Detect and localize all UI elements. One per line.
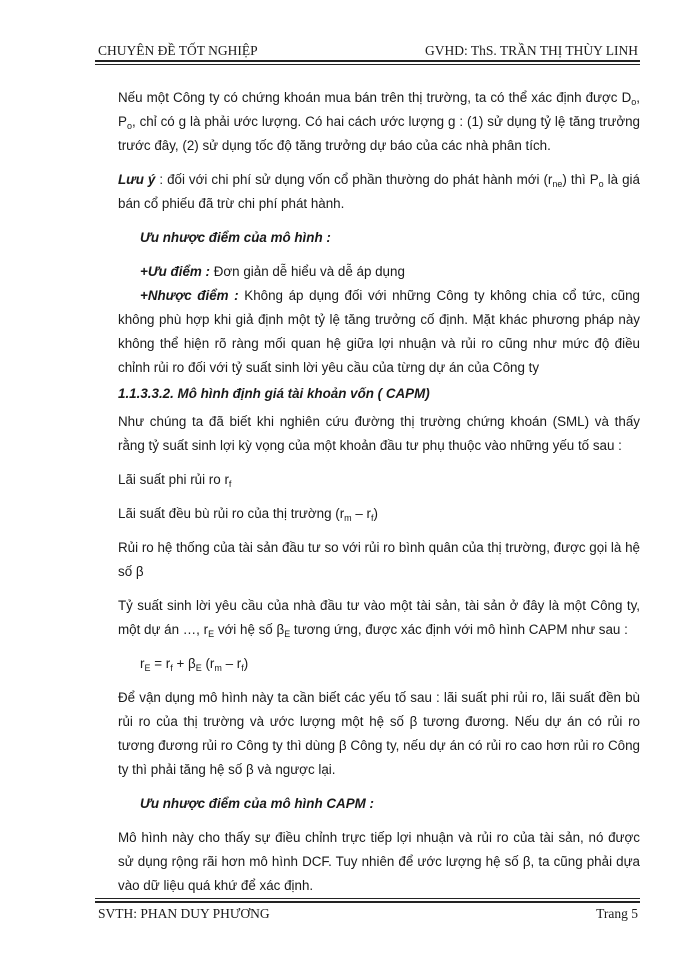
page-body <box>118 86 640 898</box>
factor-systematic-risk: Rủi ro hệ thống của tài sản đầu tư so với rủi ro bình quân của thị trường, được gọi là hệ số β <box>118 540 640 579</box>
page-number: Trang 5 <box>596 906 638 921</box>
paragraph-capm-evaluation: Mô hình này cho thấy sự điều chỉnh trực tiếp lợi nhuận và rủi ro của tài sản, nó được sử dụng rộng rãi hơn mô hình DCF. Tuy nhiên để ước lượng hệ số β, ta cũng phải dựa vào dữ liệu quá khứ để xác định. <box>118 830 640 893</box>
advantage-line: +Ưu điểm : Đơn giản dễ hiểu và dễ áp dụng <box>140 264 405 279</box>
section-title: 1.1.3.3.2. Mô hình định giá tài khoản vốn ( CAPM) <box>118 386 430 401</box>
paragraph-sml: Như chúng ta đã biết khi nghiên cứu đường thị trường chứng khoán (SML) và thấy rằng tỷ suất sinh lợi kỳ vọng của một khoản đầu tư phụ thuộc vào những yếu tố sau : <box>118 414 640 453</box>
header-rule-thin <box>95 64 640 65</box>
factor-market-premium: Lãi suất đều bù rủi ro của thị trường $(r_m - r_f)$ <box>118 506 379 523</box>
paragraph-apply-model: Để vận dụng mô hình này ta cần biết các yếu tố sau : lãi suất phi rủi ro, lãi suất đền bù rủi ro của thị trường và ước lượng một hệ số β tương đương. Nếu dự án có rủi ro tương đương rủi ro Công ty thì dùng β Công ty, nếu dự án có rủi ro cao hơn rủi ro Công ty thì phải tăng hệ số β và ngược lại. <box>118 690 640 777</box>
pros-cons-heading: Ưu nhược điểm của mô hình : <box>140 230 331 245</box>
disadvantage-paragraph: +Nhược điểm : Không áp dụng đối với những Công ty không chia cổ tức, cũng không phù hợp khi giả định một tỷ lệ tăng trưởng cố định. Mặt khác phương pháp này không thể hiện rõ ràng mối quan hệ giữa lợi nhuận và rủi ro cũng như mức độ điều chỉnh rủi ro đối với tỷ suất sinh lời yêu cầu của từng dự án của Công ty <box>118 288 640 375</box>
capm-pros-cons-heading: Ưu nhược điểm của mô hình CAPM : <box>140 796 374 811</box>
page-header <box>95 40 640 62</box>
paragraph-dividend-estimate: Nếu một Công ty có chứng khoán mua bán trên thị trường, ta có thể xác định được $D_o$, $P_o$, chỉ có g là phải ước lượng. Có hai cách ước lượng g : (1) sử dụng tỷ lệ tăng trưởng trước đây, (2) sử dụng tốc độ tăng trưởng dự báo của các nhà phân tích. <box>118 90 640 153</box>
note-paragraph: Lưu ý : đối với chi phí sử dụng vốn cổ phần thường do phát hành mới $(r_{ne})$ thì $P_o$ là giá bán cổ phiếu đã trừ chi phí phát hành. <box>118 172 640 211</box>
footer-rule-thin <box>95 898 640 899</box>
header-left: CHUYÊN ĐỀ TỐT NGHIỆP <box>98 43 258 58</box>
factor-risk-free: Lãi suất phi rủi ro $r_f$ <box>118 472 232 489</box>
paragraph-required-return: Tỷ suất sinh lời yêu cầu của nhà đầu tư vào một tài sản, tài sản ở đây là một Công ty, một dự án …, $r_E$ với hệ số $\beta_E$ tương ứng, được xác định với mô hình CAPM như sau : <box>118 598 640 639</box>
header-right: GVHD: ThS. TRẦN THỊ THÙY LINH <box>424 43 638 58</box>
footer-rule-thick <box>95 901 640 903</box>
note-label: Lưu ý <box>118 172 156 187</box>
capm-formula: $r_E = r_f + \beta_E$ $(r_m - r_f)$ <box>140 656 249 673</box>
header-rule-thick <box>95 60 640 62</box>
footer-left: SVTH: PHAN DUY PHƯƠNG <box>98 906 270 921</box>
